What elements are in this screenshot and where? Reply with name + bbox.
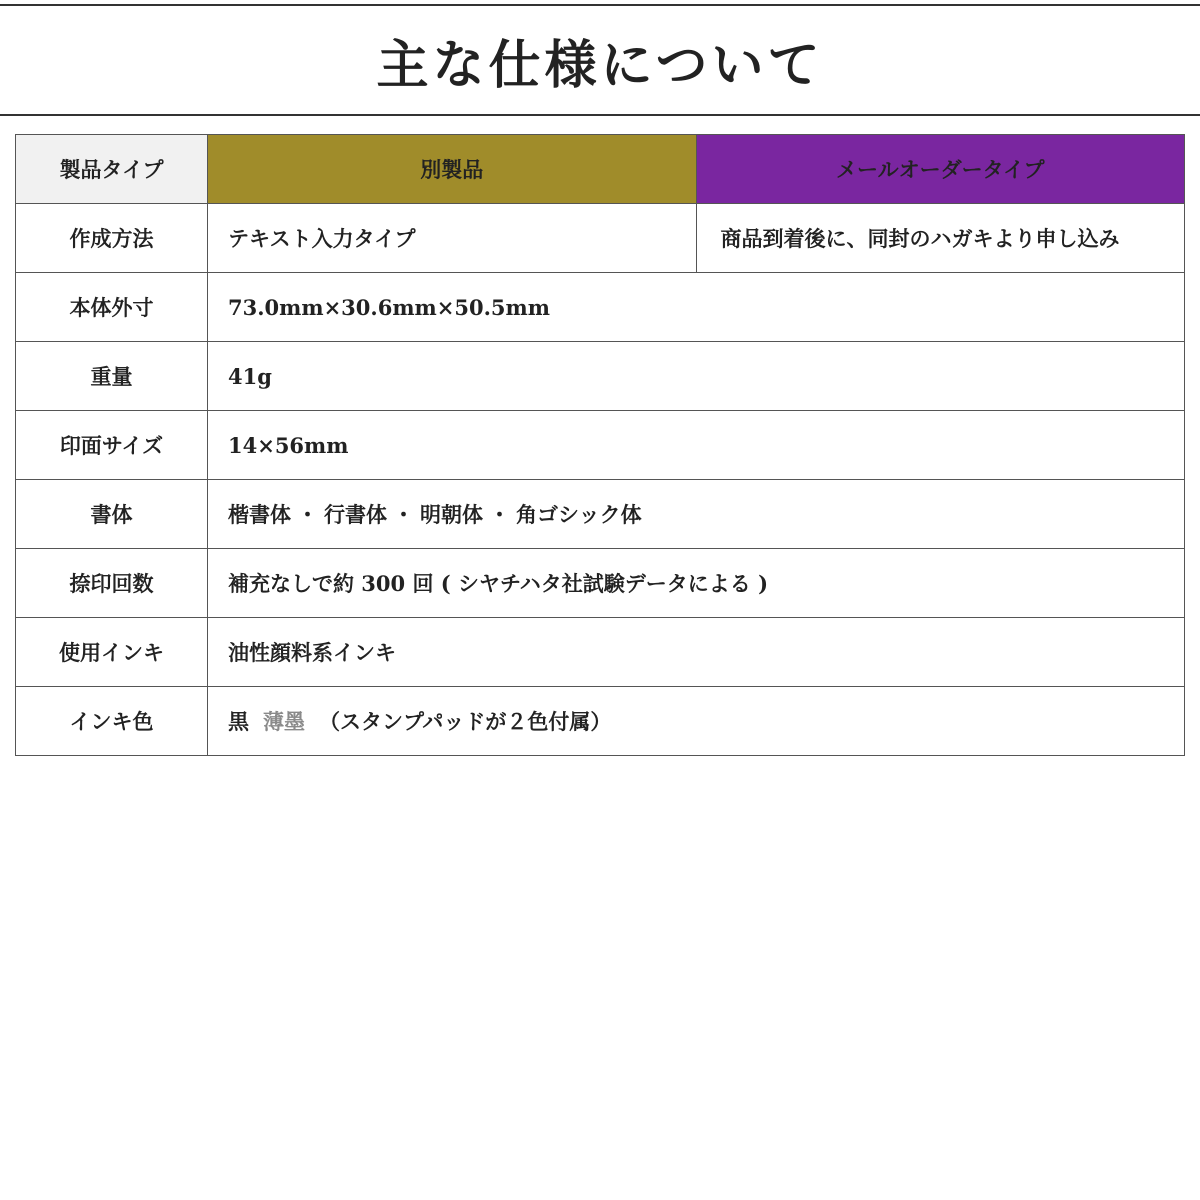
- ink-color-value: [208, 687, 1185, 756]
- ink-label: 使用インキ: [16, 618, 208, 687]
- stamps-value: 補充なしで約 300 回 ( シヤチハタ社試験データによる ): [208, 549, 1185, 618]
- header-separate-product: 別製品: [208, 135, 697, 204]
- ink-color-black: 黒: [228, 709, 249, 734]
- table-row: [16, 549, 1185, 618]
- table-row: [16, 480, 1185, 549]
- print-size-label: 印面サイズ: [16, 411, 208, 480]
- table-row: [16, 273, 1185, 342]
- method-mail-order-value: 商品到着後に、同封のハガキより申し込み: [696, 204, 1185, 273]
- stamps-label: 捺印回数: [16, 549, 208, 618]
- ink-color-light: 薄墨: [263, 709, 305, 734]
- fonts-value: [208, 480, 1185, 549]
- font-separator: ・: [489, 502, 510, 527]
- table-row: [16, 687, 1185, 756]
- product-type-label: 製品タイプ: [16, 135, 208, 204]
- ink-color-label: インキ色: [16, 687, 208, 756]
- table-row: [16, 618, 1185, 687]
- ink-color-note: （スタンプパッドが２色付属）: [319, 709, 612, 734]
- font-item: 楷書体: [228, 502, 291, 527]
- method-label: 作成方法: [16, 204, 208, 273]
- font-item: 角ゴシック体: [516, 502, 642, 527]
- table-row: [16, 411, 1185, 480]
- fonts-label: 書体: [16, 480, 208, 549]
- spec-table: [15, 134, 1185, 756]
- font-item: 明朝体: [420, 502, 483, 527]
- method-separate-value: テキスト入力タイプ: [208, 204, 697, 273]
- print-size-value: 14×56mm: [208, 411, 1185, 480]
- font-separator: ・: [297, 502, 318, 527]
- ink-value: 油性顔料系インキ: [208, 618, 1185, 687]
- font-item: 行書体: [324, 502, 387, 527]
- weight-label: 重量: [16, 342, 208, 411]
- weight-value: 41g: [208, 342, 1185, 411]
- title-band: [0, 4, 1200, 116]
- header-mail-order-type: メールオーダータイプ: [696, 135, 1185, 204]
- page-title: 主な仕様について: [376, 34, 824, 96]
- table-row: [16, 342, 1185, 411]
- size-label: 本体外寸: [16, 273, 208, 342]
- font-separator: ・: [393, 502, 414, 527]
- table-row: [16, 204, 1185, 273]
- size-value: 73.0mm×30.6mm×50.5mm: [208, 273, 1185, 342]
- table-header-row: [16, 135, 1185, 204]
